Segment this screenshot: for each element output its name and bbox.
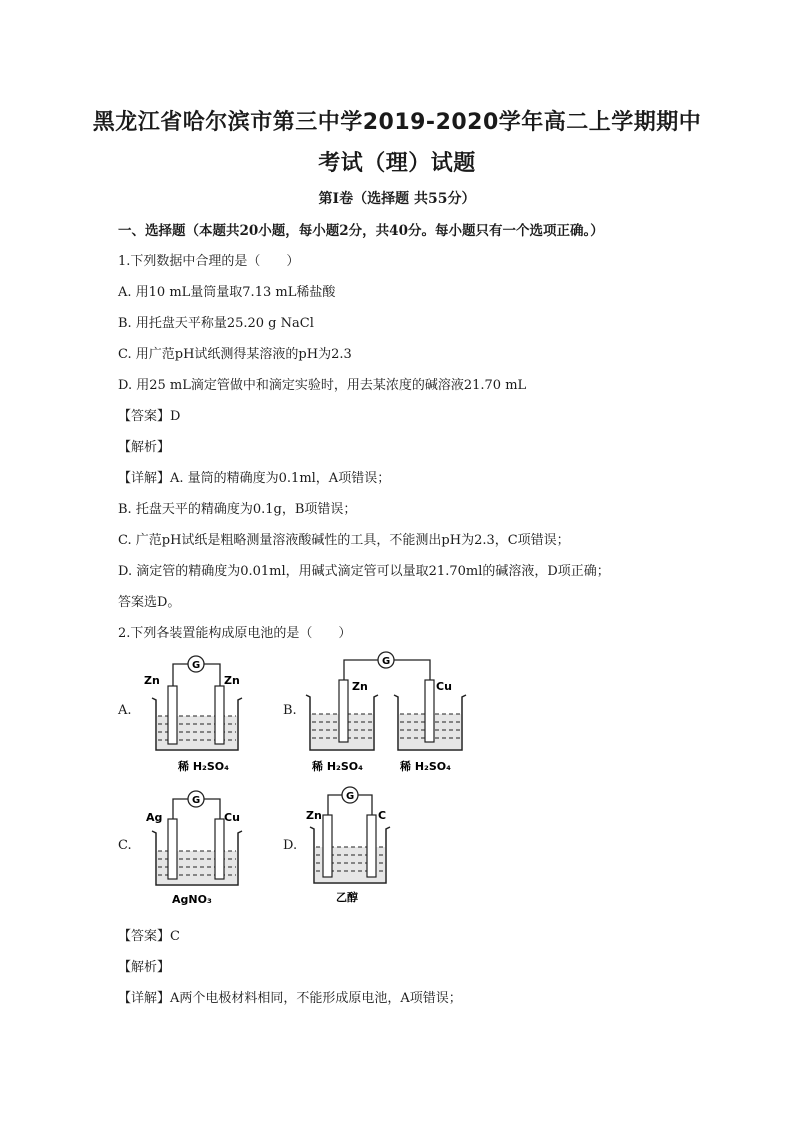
page-title-line-2: 考试（理）试题 bbox=[318, 151, 476, 176]
q2-analysis-label: 【解析】 bbox=[118, 960, 171, 975]
meter-symbol-b: G bbox=[382, 656, 391, 667]
q1-option-d: D. 用25 mL滴定管做中和滴定实验时，用去某浓度的碱溶液21.70 mL bbox=[118, 378, 527, 393]
q2-detail-a: 【详解】A两个电极材料相同，不能形成原电池，A项错误； bbox=[118, 991, 462, 1006]
page-title-line-1: 黑龙江省哈尔滨市第三中学2019-2020学年高二上学期期中 bbox=[92, 110, 702, 135]
solution-label-b-right: 稀 H₂SO₄ bbox=[400, 760, 451, 773]
q1-detail-c: C. 广范pH试纸是粗略测量溶液酸碱性的工具，不能测出pH为2.3，C项错误； bbox=[118, 533, 570, 548]
q1-option-c: C. 用广范pH试纸测得某溶液的pH为2.3 bbox=[118, 347, 352, 362]
part-heading: 一、选择题（本题共20小题，每小题2分，共40分。每小题只有一个选项正确。） bbox=[118, 223, 604, 239]
meter-symbol-c: G bbox=[192, 795, 201, 806]
solution-label-d: 乙醇 bbox=[336, 891, 358, 904]
electrode-label-c-right: Cu bbox=[224, 811, 240, 824]
galvanic-cell-figure-b bbox=[304, 650, 474, 775]
meter-symbol-a: G bbox=[192, 660, 201, 671]
q1-option-a: A. 用10 mL量筒量取7.13 mL稀盐酸 bbox=[118, 285, 336, 300]
q2-option-b-label: B. bbox=[283, 703, 297, 718]
q2-answer: 【答案】C bbox=[118, 929, 180, 944]
electrode-label-b-left: Zn bbox=[352, 680, 368, 693]
section-heading: 第Ⅰ卷（选择题 共55分） bbox=[318, 191, 476, 207]
q1-detail-b: B. 托盘天平的精确度为0.1g，B项错误； bbox=[118, 502, 357, 517]
q2-stem: 2.下列各装置能构成原电池的是（ ） bbox=[118, 626, 352, 641]
q1-detail-a: 【详解】A. 量筒的精确度为0.1ml，A项错误； bbox=[118, 471, 391, 486]
meter-symbol-d: G bbox=[346, 791, 355, 802]
electrode-label-a-right: Zn bbox=[224, 674, 240, 687]
q1-answer: 【答案】D bbox=[118, 409, 181, 424]
galvanic-cell-figure-d bbox=[304, 785, 394, 910]
electrode-label-b-right: Cu bbox=[436, 680, 452, 693]
electrode-label-a-left: Zn bbox=[144, 674, 160, 687]
electrode-label-d-right: C bbox=[378, 809, 387, 822]
electrode-label-c-left: Ag bbox=[146, 811, 163, 824]
solution-label-c: AgNO₃ bbox=[172, 893, 212, 906]
q1-detail-d: D. 滴定管的精确度为0.01ml，用碱式滴定管可以量取21.70ml的碱溶液，D项正确； bbox=[118, 564, 610, 579]
q2-option-c-label: C. bbox=[118, 838, 132, 853]
electrode-label-d-left: Zn bbox=[306, 809, 322, 822]
galvanic-cell-figure-a bbox=[140, 650, 240, 775]
q1-stem: 1.下列数据中合理的是（ ） bbox=[118, 254, 300, 269]
q2-option-a-label: A. bbox=[118, 703, 132, 718]
solution-label-b-left: 稀 H₂SO₄ bbox=[312, 760, 363, 773]
q1-analysis-label: 【解析】 bbox=[118, 440, 171, 455]
q1-option-b: B. 用托盘天平称量25.20 g NaCl bbox=[118, 316, 314, 331]
galvanic-cell-figure-c bbox=[140, 785, 240, 910]
solution-label-a: 稀 H₂SO₄ bbox=[178, 760, 229, 773]
q1-conclusion: 答案选D。 bbox=[118, 595, 181, 610]
q2-option-d-label: D. bbox=[283, 838, 298, 853]
